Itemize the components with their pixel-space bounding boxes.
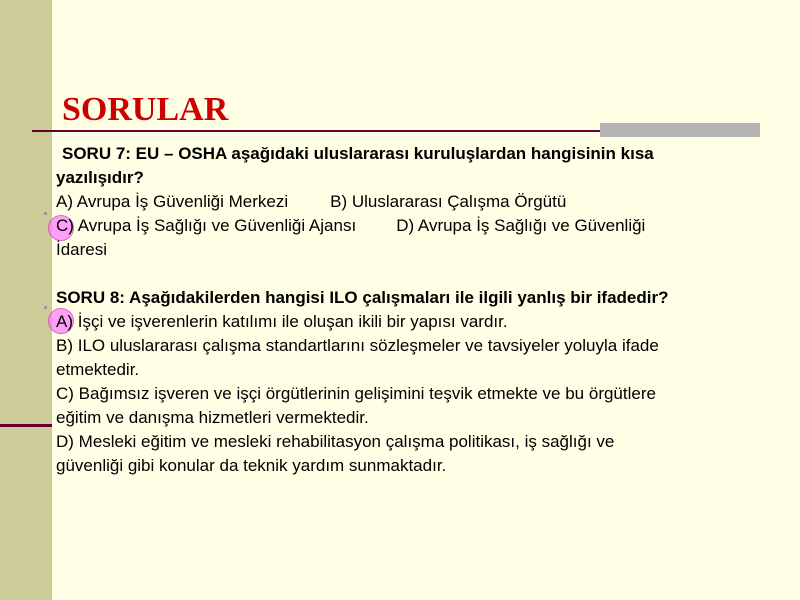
question-7-title: SORU 7: EU – OSHA aşağıdaki uluslararası kuruluşlardan hangisinin kısa [62,144,654,163]
slide-content [56,142,776,478]
left-band-decoration [0,0,52,600]
spacer [56,262,776,286]
bullet-marker [44,212,47,215]
slide-title: SORULAR [62,91,229,128]
question-7-options-ab [56,190,776,214]
question-7-option-c: C) Avrupa İş Sağlığı ve Güvenliği Ajansı [56,216,357,235]
question-8-option-d-cont: güvenliği gibi konular da teknik yardım sunmaktadır. [56,456,447,475]
bullet-marker [44,306,47,309]
question-8-option-b: B) ILO uluslararası çalışma standartlarını sözleşmeler ve tavsiyeler yoluyla ifade [56,336,659,355]
question-7-options-cd [56,214,776,238]
question-8-option-c: C) Bağımsız işveren ve işçi örgütlerinin gelişimini teşvik etmekte ve bu örgütlere [56,384,656,403]
question-8-title: SORU 8: Aşağıdakilerden hangisi ILO çalışmaları ile ilgili yanlış bir ifadedir? [56,288,669,307]
question-8-option-d: D) Mesleki eğitim ve mesleki rehabilitasyon çalışma politikası, iş sağlığı ve [56,432,615,451]
question-7-option-a: A) Avrupa İş Güvenliği Merkezi [56,192,289,211]
question-7-option-b: B) Uluslararası Çalışma Örgütü [330,192,567,211]
title-divider-block [600,123,760,137]
question-8-option-a: A) İşçi ve işverenlerin katılımı ile oluşan ikili bir yapısı vardır. [56,312,508,331]
question-7-option-d-cont: İdaresi [56,240,108,259]
question-7-title-cont: yazılışıdır? [56,168,144,187]
question-8-option-c-cont: eğitim ve danışma hizmetleri vermektedir. [56,408,369,427]
question-8-option-b-cont: etmektedir. [56,360,140,379]
left-accent-line [0,424,52,427]
question-7-option-d: D) Avrupa İş Sağlığı ve Güvenliği [396,216,646,235]
